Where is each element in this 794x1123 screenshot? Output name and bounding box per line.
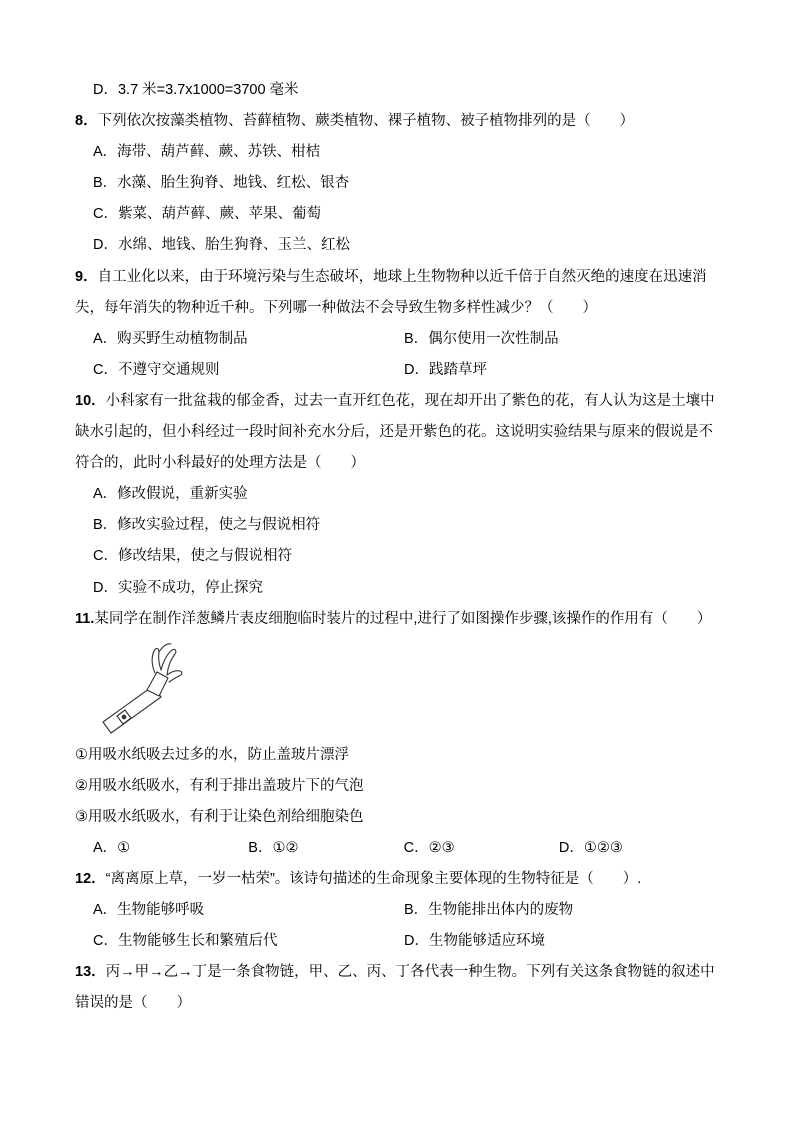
q12-options-row-1 (75, 895, 735, 926)
q9-options-row-2 (75, 355, 735, 386)
q8-option-a: A．海带、葫芦藓、蕨、苏铁、柑桔 (93, 144, 321, 161)
q12-option-c: C．生物能够生长和繁殖后代 (93, 933, 278, 950)
q11-option-a: A．① (93, 839, 131, 856)
q12-option-d: D．生物能够适应环境 (404, 933, 545, 950)
q9-stem-line-2: 失，每年消失的物种近千种。下列哪一种做法不会导致生物多样性减少？（ ） (75, 299, 597, 316)
q13-stem-line-1 (75, 957, 735, 988)
q12-stem-text: “离离原上草，一岁一枯荣”。该诗句描述的生命现象主要体现的生物特征是（ ）. (105, 871, 642, 888)
q7-option-d: D．3.7 米=3.7x1000=3700 毫米 (93, 82, 299, 98)
q10-stem-text-1: 小科家有一批盆栽的郁金香，过去一直开红色花，现在却开出了紫色的花，有人认为这是土壤中 (105, 392, 715, 409)
q10-stem-line-1 (75, 386, 735, 417)
q10-option-a: A．修改假说，重新实验 (93, 486, 248, 503)
exam-page (75, 75, 735, 1020)
q9-option-d: D．践踏草坪 (404, 361, 487, 378)
q8-stem-line-1 (75, 106, 735, 137)
q12-options-row-2 (75, 926, 735, 957)
q12-option-a: A．生物能够呼吸 (93, 902, 205, 919)
q9-option-b: B．偶尔使用一次性制品 (404, 330, 559, 347)
hand-finger-1 (152, 648, 161, 673)
q9-stem-line-1 (75, 262, 735, 293)
q8-stem-text: 下列依次按藻类植物、苔藓植物、蕨类植物、裸子植物、被子植物排列的是（ ） (97, 113, 635, 130)
specimen-dot (122, 715, 126, 719)
q11-option-d: D．①②③ (558, 839, 623, 856)
q10-option-c: C．修改结果，使之与假说相符 (93, 548, 292, 565)
q13-number: 13． (75, 964, 106, 981)
q9-option-a: A．购买野生动植物制品 (93, 330, 248, 347)
q12-number: 12． (75, 871, 106, 888)
q11-figure (75, 635, 735, 740)
hand-thumb (167, 670, 182, 681)
q8-option-c: C．紫菜、葫芦藓、蕨、苹果、葡萄 (93, 206, 321, 223)
q10-option-b: B．修改实验过程，使之与假说相符 (93, 517, 321, 534)
q9-option-c: C．不遵守交通规则 (93, 361, 220, 378)
q9-options-row-1 (75, 324, 735, 355)
q8-option-b: B．水藻、胎生狗脊、地钱、红松、银杏 (93, 175, 350, 192)
q11-option-b: B．①② (248, 839, 299, 856)
q11-statement-1: ①用吸水纸吸去过多的水，防止盖玻片漂浮 (75, 746, 349, 763)
q11-statement-2: ②用吸水纸吸水，有利于排出盖玻片下的气泡 (75, 777, 364, 794)
q11-stem-text: 某同学在制作洋葱鳞片表皮细胞临时装片的过程中,进行了如图操作步骤,该操作的作用有（ ） (94, 610, 712, 627)
q13-stem-text-1: 丙→甲→乙→丁是一条食物链，甲、乙、丙、丁各代表一种生物。下列有关这条食物链的叙述中 (105, 964, 715, 981)
q11-option-c: C．②③ (403, 839, 455, 856)
q12-stem-line-1 (75, 864, 735, 895)
q8-number: 8． (75, 113, 98, 130)
q11-statement-3: ③用吸水纸吸水，有利于让染色剂给细胞染色 (75, 808, 364, 825)
q12-option-b: B．生物能排出体内的废物 (404, 902, 574, 919)
q11-stem-line-1 (75, 604, 735, 635)
q11-options-row (75, 833, 735, 864)
q9-number: 9． (75, 268, 98, 285)
q8-option-d: D．水绵、地钱、胎生狗脊、玉兰、红松 (93, 237, 350, 254)
q10-stem-line-3: 符合的，此时小科最好的处理方法是（ ） (75, 455, 365, 472)
q10-stem-line-2: 缺水引起的，但小科经过一段时间补充水分后，还是开紫色的花。这说明实验结果与原来的假说是不 (75, 424, 713, 441)
q10-number: 10． (75, 392, 106, 409)
hand-palm-edge (159, 643, 171, 651)
q9-stem-text-1: 自工业化以来，由于环境污染与生态破坏，地球上生物物种以近千倍于自然灭绝的速度在迅速消 (97, 268, 707, 285)
q13-stem-line-2: 错误的是（ ） (75, 995, 191, 1012)
q10-option-d: D．实验不成功，停止探究 (93, 579, 263, 596)
q11-number: 11. (75, 610, 95, 627)
blotting-paper-figure (97, 642, 187, 738)
